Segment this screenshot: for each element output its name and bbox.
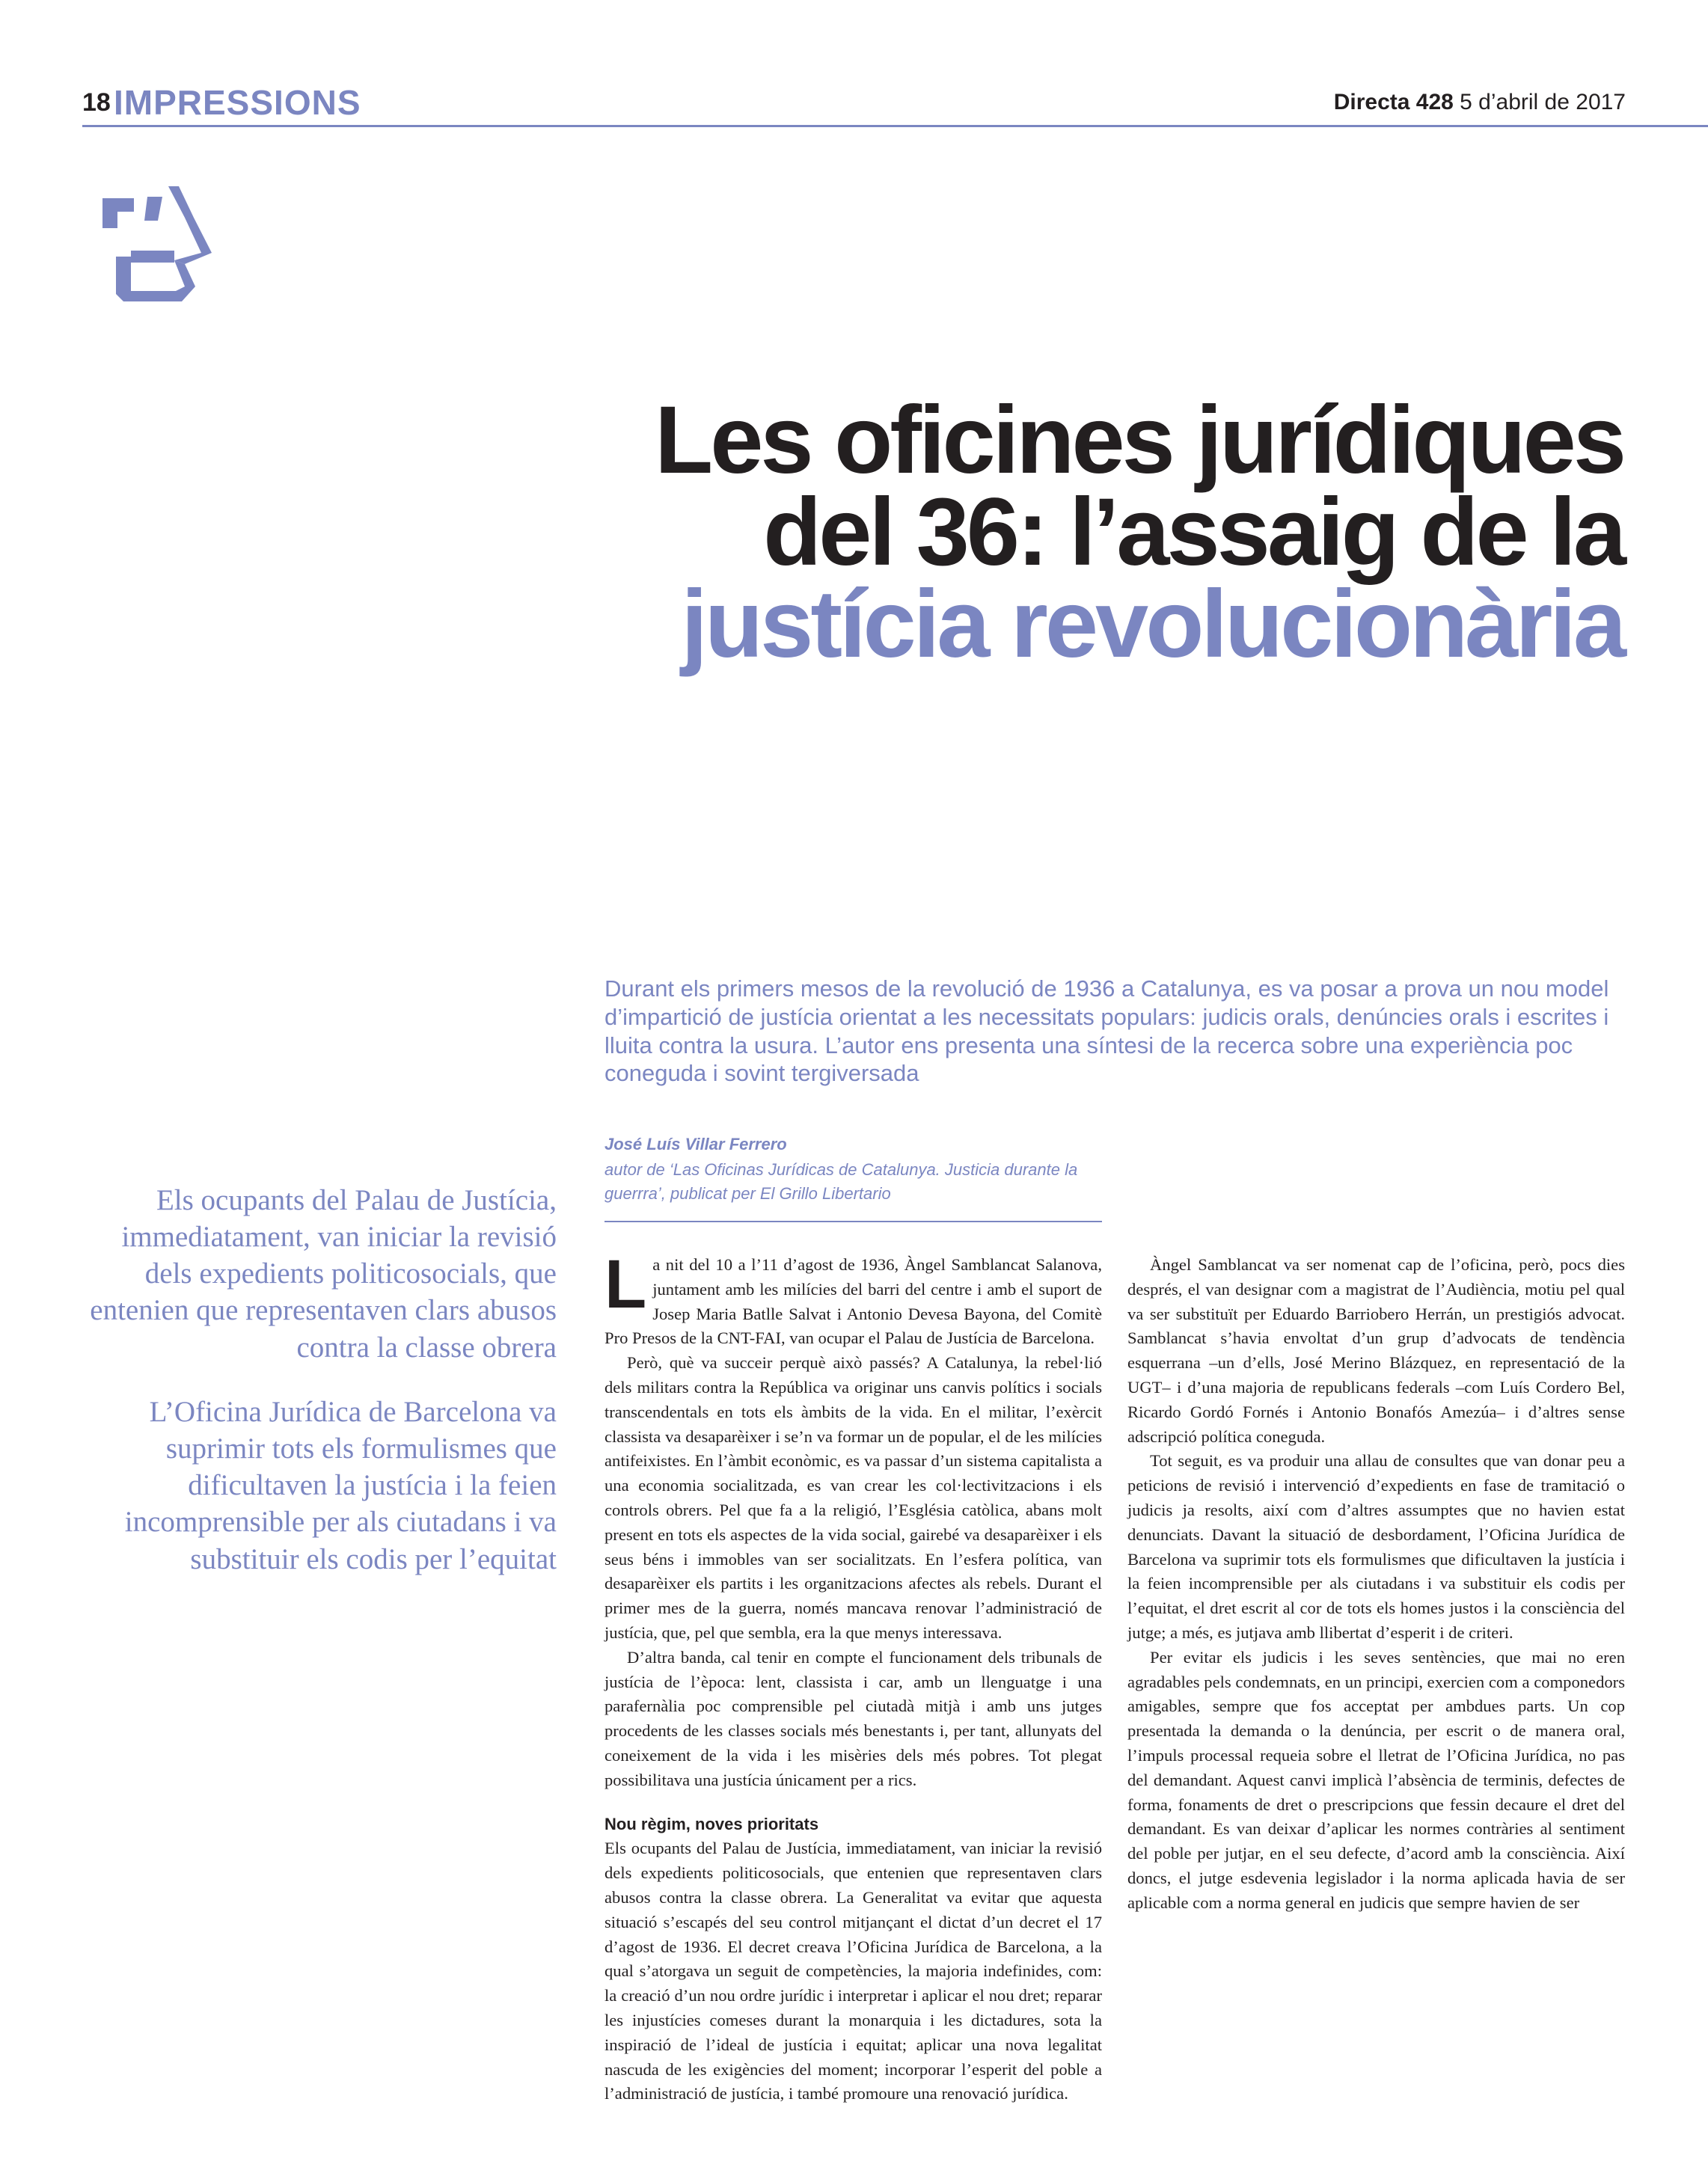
author-description: autor de ‘Las Oficinas Jurídicas de Catalunya. Justicia durante la guerrra’, publicat per El Grillo Libertario [604, 1160, 1078, 1203]
issue-date: 5 d’abril de 2017 [1460, 90, 1626, 114]
body-paragraph: Àngel Samblancat va ser nomenat cap de l’oficina, però, pocs dies després, el van designar com a magistrat de l’Audiència, motiu pel qual va ser substituït per Eduardo Barriobero Herrán, un prestigiós advocat. Samblancat s’havia envoltat d’un grup d’advocats de tendència esquerrana –un d’ells, José Merino Blázquez, en representació de la UGT– i d’una majoria de republicans federals –com Luís Cordero Bel, Ricardo Gordó Fornés i Antonio Bonafós Amezúa– i d’altres sense adscripció política coneguda. [1127, 1255, 1625, 1446]
standfirst: Durant els primers mesos de la revolució de 1936 a Catalunya, es va posar a prova un nou model d’impartició de justícia orientat a les necessitats populars: judicis orals, denúncies orals i escrites i lluita contra la usura. L’autor ens presenta una síntesi de la recerca sobre una experiència poc coneguda i sovint tergiversada [604, 975, 1609, 1087]
header-rule [82, 125, 1708, 127]
pull-quote: Els ocupants del Palau de Justícia, immediatament, van iniciar la revisió dels expedients politicosocials, que entenien que representaven clars abusos contra la classe obrera [90, 1184, 557, 1364]
quote-face-icon [101, 182, 217, 301]
body-column-1 [604, 1246, 1102, 2106]
body-paragraph [604, 1246, 1102, 1351]
headline-line-3: justícia revolucionària [681, 571, 1623, 678]
publication-name: Directa 428 [1333, 90, 1454, 114]
page-number: 18 [82, 88, 111, 117]
drop-cap: L [604, 1246, 647, 1323]
author-name: José Luís Villar Ferrero [604, 1135, 787, 1153]
body-paragraph: Els ocupants del Palau de Justícia, immediatament, van iniciar la revisió dels expedients politicosocials, que entenien que representaven clars abusos contra la classe obrera. La Generalitat va evitar que aquesta situació s’escapés del seu control mitjançant el dictat d’un decret el 17 d’agost de 1936. El decret creava l’Oficina Jurídica de Barcelona, a la qual s’atorgava un seguit de competències, la majoria indefinides, com: la creació d’un nou ordre jurídic i interpretar i aplicar el nou dret; reparar les injustícies comeses durant la monarquia i les dictadures, sota la inspiració de l’ideal de justícia i equitat; aplicar una nova legalitat nascuda de les exigències del moment; incorporar l’esperit del poble a l’administració de justícia, i també promoure una renovació jurídica. [604, 1839, 1102, 2103]
body-paragraph: Per evitar els judicis i les seves sentències, que mai no eren agradables pels condemnats, en un principi, exercien com a componedors amigables, sempre que fos acceptat per ambdues parts. Un cop presentada la demanda o la denúncia, per escrit o de manera oral, l’impuls processal requeia sobre el lletrat de l’Oficina Jurídica, no pas del demandant. Aquest canvi implicà l’absència de terminis, defectes de forma, fonaments de dret o prescripcions que fessin decaure el dret del demandant. Es van deixar d’aplicar les normes contràries al sentiment del poble per jutjar, en el seu defecte, d’acord amb la consciència. Així doncs, el jutge esdevenia legislador i la norma aplicada havia de ser aplicable com a norma general en judicis que sempre havien de ser [1127, 1647, 1625, 1912]
body-column-2 [1127, 1253, 1625, 1916]
body-paragraph: D’altra banda, cal tenir en compte el funcionament dels tribunals de justícia de l’època: lent, classista i car, amb un llenguatge i una parafernàlia poc comprensible pel ciutadà mitjà i amb uns jutges procedents de les classes socials més benestants i, per tant, allunyats del coneixement de la vida i les misèries dels més pobres. Tot plegat possibilitava una justícia únicament per a rics. [604, 1647, 1102, 1789]
headline [479, 387, 1623, 678]
body-paragraph: Tot seguit, es va produir una allau de consultes que van donar peu a peticions de revisió i intervenció d’expedients en fase de tramitació o judicis ja resolts, així com d’altres assumptes que no havien estat denunciats. Davant la situació de desbordament, l’Oficina Jurídica de Barcelona va suprimir tots els formulismes que dificultaven la justícia i la feien incomprensible per als ciutadans i va substituir els codis per l’equitat, el dret escrit al cor de tots els homes justos i la consciència del jutge; a més, es jutjava amb llibertat d’esperit i de criteri. [1127, 1451, 1625, 1642]
paragraph-text: a nit del 10 a l’11 d’agost de 1936, Àngel Samblancat Salanova, juntament amb les milícies del barri del centre i amb el suport de Josep Maria Batlle Salvat i Antonio Devesa Bayona, del Comitè Pro Presos de la CNT-FAI, van ocupar el Palau de Justícia de Barcelona. [604, 1255, 1102, 1348]
headline-line-1: Les oficines jurídiques [655, 387, 1623, 494]
subheading: Nou règim, noves prioritats [604, 1814, 819, 1833]
headline-line-2: del 36: l’assaig de la [763, 479, 1623, 586]
issue-info [1334, 90, 1626, 115]
author-rule [604, 1221, 1102, 1222]
pull-quote: L’Oficina Jurídica de Barcelona va suprimir tots els formulismes que dificultaven la justícia i la feien incomprensible per als ciutadans i va substituir els codis per l’equitat [124, 1396, 557, 1575]
section-title: IMPRESSIONS [114, 83, 361, 122]
body-paragraph: Però, què va succeir perquè això passés? A Catalunya, la rebel·lió dels militars contra la República va originar uns canvis polítics i socials transcendentals en tots els àmbits de la vida. En el militar, l’exèrcit classista va desaparèixer i se’n va formar un de popular, el de les milícies antifeixistes. En l’àmbit econòmic, es va passar d’un sistema capitalista a una economia socialitzada, es van crear les col·lectivitzacions i els controls obrers. Pel que fa a la religió, l’Església catòlica, abans molt present en tots els aspectes de la vida social, gairebé va desaparèixer i els seus béns i immobles van ser socialitzats. En l’esfera política, van desaparèixer els partits i les organitzacions afectes als rebels. Durant el primer mes de la guerra, només mancava renovar l’administració de justícia, que, pel que sembla, era la que menys interessava. [604, 1353, 1102, 1642]
